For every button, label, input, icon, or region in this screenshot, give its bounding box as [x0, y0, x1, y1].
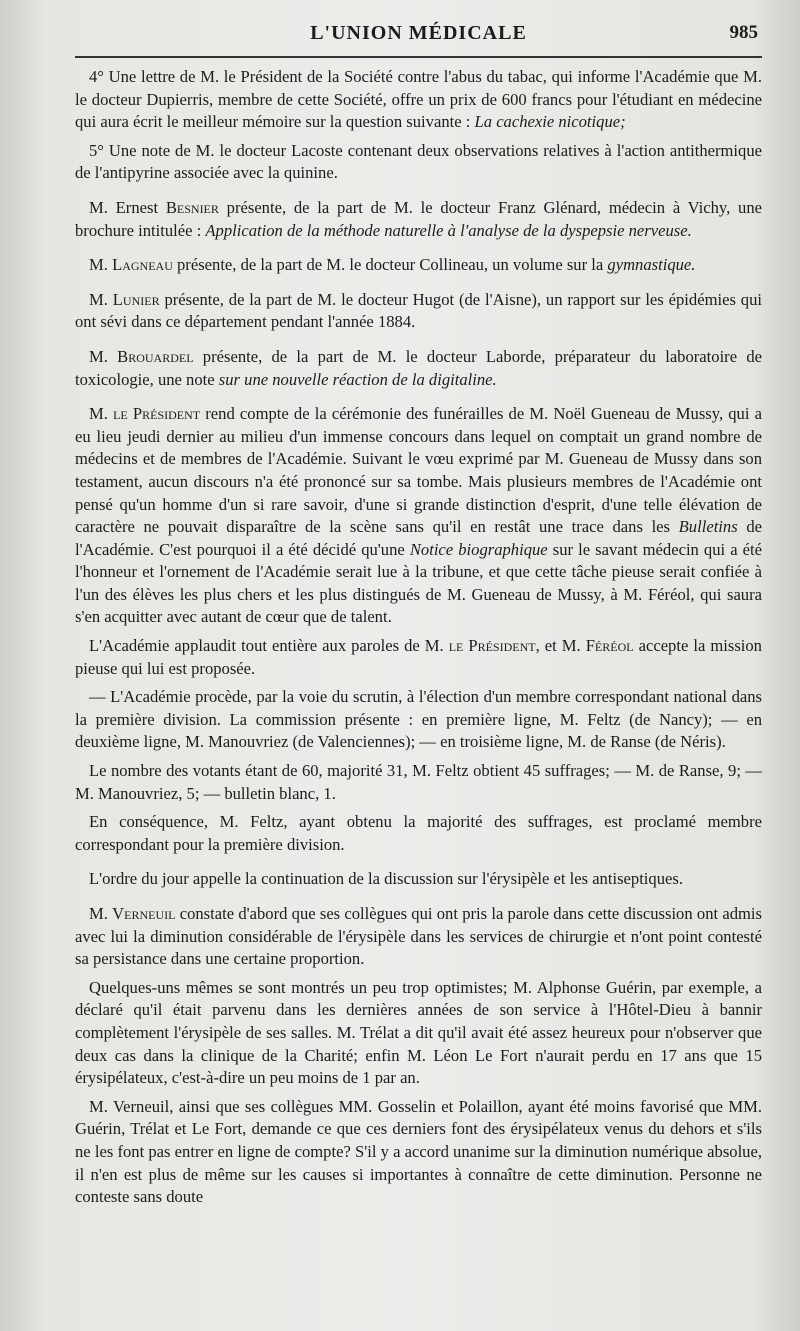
text-run: Le nombre des votants étant de 60, majorité 31, M. Feltz obtient 45 suffrages; — M. de Ranse, 9; — M. Manouvriez, 5; — bulletin blanc, 1. [75, 761, 762, 803]
paragraph-p9 [75, 686, 762, 754]
paragraph-p7 [75, 403, 762, 629]
text-run: rend compte de la cérémonie des funérailles de M. Noël Gueneau de Mussy, qui a eu lieu jeudi dernier au milieu d'un immense concours dans lequel on comptait un grand nombre de médecins et de membres de l'Académie. Suivant le vœu exprimé par M. Gueneau de Mussy dans son testament, aucun discours n'a été prononcé sur sa tombe. Mais plusieurs membres de l'Académie ont pensé qu'un homme d'un si rare savoir, d'une si grande distinction d'esprit, d'une telle élévation de caractère ne pouvait disparaître de la scène sans qu'il en restât une trace dans les [75, 404, 762, 537]
text-run: , et M. [535, 636, 586, 656]
text-run: présente, de la part de M. le docteur Hugot (de l'Aisne), un rapport sur les épidémies qui ont sévi dans ce département pendant l'année 1884. [75, 289, 762, 332]
text-run: M. Verneuil, ainsi que ses collègues MM. Gosselin et Polaillon, ayant été moins favorisé que MM. Guérin, Trélat et Le Fort, demande ce que ces derniers font des érysipélateux venus du dehors et s'ils ne les font pas entrer en ligne de compte? S'il y a accord unanime sur la diminution numérique absolue, il n'en est plus de même sur les causes si importantes à connaître de cette diminution. Personne ne conteste sans doute [75, 1096, 762, 1207]
small-caps-name: le Président [448, 636, 536, 656]
text-run: M. [89, 289, 113, 309]
text-run: M. [89, 346, 118, 366]
paragraph-p1 [75, 66, 762, 134]
paragraph-p14 [75, 977, 762, 1090]
text-run: En conséquence, M. Feltz, ayant obtenu la majorité des suffrages, est proclamé membre correspondant pour la première division. [75, 812, 762, 854]
small-caps-name: Lunier [112, 289, 160, 309]
paragraph-p4 [75, 254, 762, 277]
journal-title: L'UNION MÉDICALE [310, 22, 527, 44]
text-run: — L'Académie procède, par la voie du scrutin, à l'élection d'un membre correspondant national dans la première division. La commission présente : en première ligne, M. Feltz (de Nancy); — en deuxième ligne, M. Manouvriez (de Valenciennes); — en troisième ligne, M. de Ranse (de Néris). [75, 687, 762, 752]
small-caps-name: le Président [113, 404, 201, 424]
article-body [75, 66, 762, 1215]
paragraph-p3 [75, 197, 762, 242]
page-number: 985 [729, 22, 758, 43]
small-caps-name: Verneuil [112, 904, 176, 923]
text-run: Quelques-uns mêmes se sont montrés un peu trop optimistes; M. Alphonse Guérin, par exemple, a déclaré qu'il était parvenu dans les dernières années de son service à l'Hôtel-Dieu à bannir complètement l'érysipèle de ses salles. M. Trélat a dit qu'il avait été assez heureux pour n'observer que deux cas dans la clinique de la Charité; enfin M. Léon Le Fort n'aurait perdu en 17 ans que 15 érysipélateux, c'est-à-dire un peu moins de 1 par an. [75, 977, 762, 1088]
paragraph-p10 [75, 760, 762, 805]
text-run: 4° Une lettre de M. le Président de la Société contre l'abus du tabac, qui informe l'Académie que M. le docteur Dupierris, membre de cette Société, offre un prix de 600 francs pour l'étudiant en médecine qui aura écrit le meilleur mémoire sur la question suivante : [75, 67, 762, 132]
text-run: M. [89, 255, 113, 275]
text-run: M. Ernest [89, 197, 166, 217]
text-run: de l'Académie. C'est pourquoi il a été décidé qu'une [75, 517, 762, 559]
paragraph-p8 [75, 635, 762, 680]
text-run: L'ordre du jour appelle la continuation de la discussion sur l'érysipèle et les antiseptiques. [89, 869, 683, 889]
text-run: sur le savant médecin qui a été l'honneur et l'ornement de l'Académie serait lue à la tribune, et que cette tâche pieuse serait confiée à l'un des élèves les plus chers et les plus distingués de M. Gueneau de Mussy, à M. Féréol, qui saura s'en acquitter avec autant de cœur que de talent. [75, 539, 763, 627]
running-header [75, 20, 762, 58]
text-run: constate d'abord que ses collègues qui ont pris la parole dans cette discussion ont admis avec lui la diminution considérable de l'érysipèle dans les services de chirurgie et n'ont point contesté sa persistance dans une certaine proportion. [75, 904, 762, 969]
italic-text: Bulletins [678, 517, 738, 537]
italic-text: La cachexie nicotique; [474, 112, 626, 132]
text-run: accepte la mission pieuse qui lui est proposée. [75, 636, 762, 678]
paragraph-p12 [75, 868, 762, 891]
italic-text: sur une nouvelle réaction de la digitaline. [218, 369, 497, 389]
paragraph-p6 [75, 346, 762, 391]
text-run: M. [89, 404, 114, 424]
text-run: L'Académie applaudit tout entière aux paroles de M. [89, 636, 449, 656]
text-run: présente, de la part de M. le docteur Franz Glénard, médecin à Vichy, une brochure intitulée : [75, 197, 762, 240]
paragraph-p5 [75, 289, 762, 334]
text-run: présente, de la part de M. le docteur Collineau, un volume sur la [172, 255, 608, 275]
small-caps-name: Féréol [585, 636, 634, 656]
small-caps-name: Lagneau [112, 255, 173, 275]
paragraph-p13 [75, 903, 762, 971]
small-caps-name: Besnier [165, 197, 219, 217]
italic-text: Application de la méthode naturelle à l'analyse de la dyspepsie nerveuse. [205, 220, 692, 240]
text-run: M. [89, 904, 113, 923]
text-run: présente, de la part de M. le docteur Laborde, préparateur du laboratoire de toxicologie, une note [75, 346, 762, 389]
paragraph-p2 [75, 140, 762, 185]
italic-text: Notice biographique [409, 539, 548, 559]
small-caps-name: Brouardel [117, 346, 194, 366]
text-run: 5° Une note de M. le docteur Lacoste contenant deux observations relatives à l'action antithermique de l'antipyrine associée avec la quinine. [75, 140, 762, 183]
paragraph-p11 [75, 811, 762, 856]
italic-text: gymnastique. [607, 255, 696, 275]
paragraph-p15 [75, 1096, 762, 1209]
